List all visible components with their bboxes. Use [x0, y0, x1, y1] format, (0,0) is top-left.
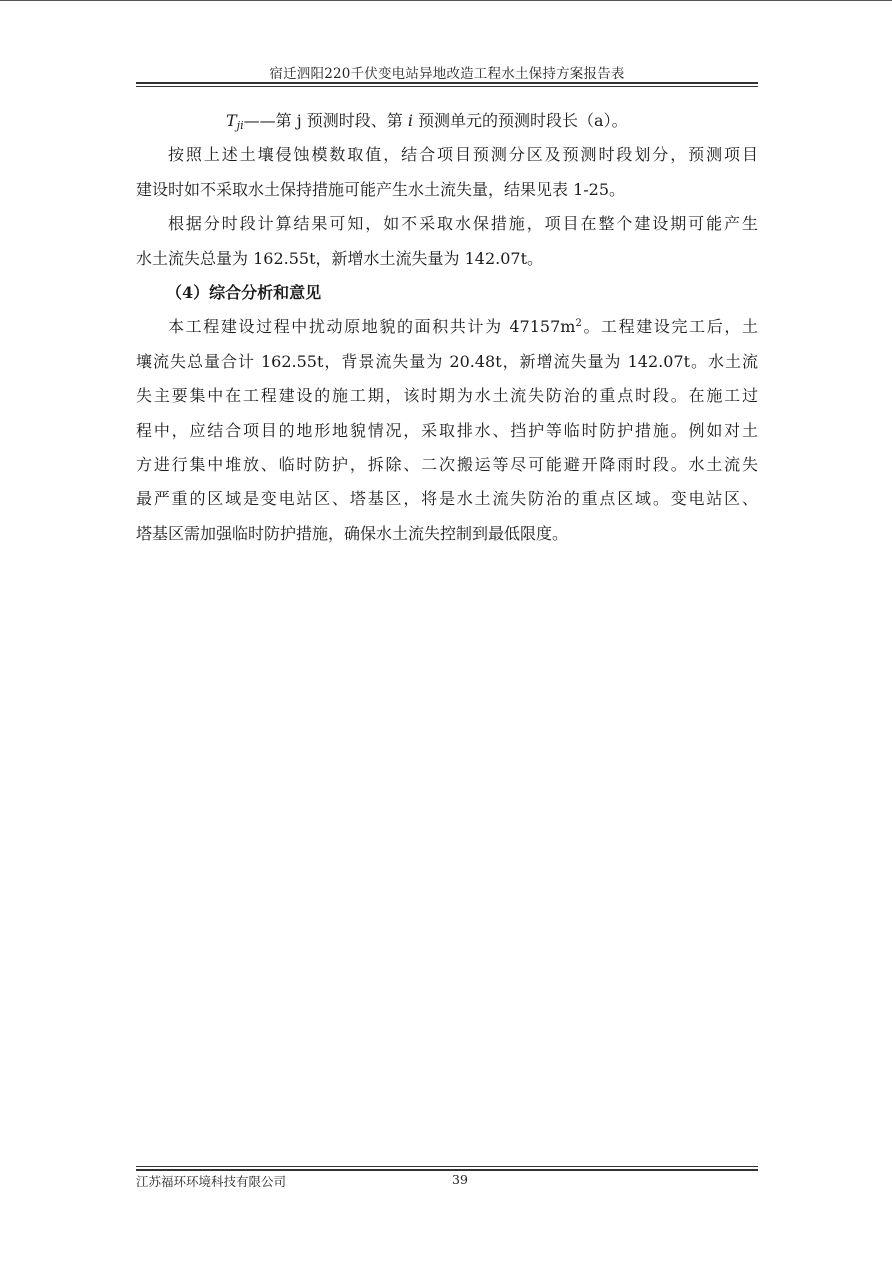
paragraph-3-line-1-text-b: 。工程建设完工后，土	[581, 317, 758, 337]
symbol-definition-line	[136, 104, 758, 138]
paragraph-1-line-2: 建设时如不采取水土保持措施可能产生水土流失量，结果见表 1-25。	[136, 179, 626, 199]
definition-text-a: ——第 j 预测时段、第	[243, 111, 408, 130]
paragraph-3-line-1	[136, 310, 758, 344]
header-rule-thick	[136, 82, 758, 84]
footer-company-name: 江苏福环环境科技有限公司	[136, 1174, 287, 1189]
symbol-t-ji: $T_{ji}$	[226, 111, 244, 132]
paragraph-2-line-2: 水土流失总量为 162.55t，新增水土流失量为 142.07t。	[136, 248, 544, 268]
paragraph-2-line-1: 根据分时段计算结果可知，如不采取水保措施，项目在整个建设期可能产生	[168, 214, 758, 234]
variable-i: i	[407, 111, 413, 130]
area-unit-superscript: 2	[575, 318, 582, 330]
paragraph-3-line-4: 程中，应结合项目的地形地貌情况，采取排水、挡护等临时防护措施。例如对土	[136, 420, 758, 440]
running-header-title: 宿迁泗阳220千伏变电站异地改造工程水土保持方案报告表	[269, 66, 625, 82]
paragraph-3-line-2: 壤流失总量合计 162.55t，背景流失量为 20.48t，新增流失量为 142.07t。水土流	[136, 351, 758, 371]
footer-rule-thin	[136, 1166, 758, 1167]
paragraph-3-line-5: 方进行集中堆放、临时防护，拆除、二次搬运等尽可能避开降雨时段。水土流失	[136, 454, 758, 474]
section-subheading: （4）综合分析和意见	[166, 282, 322, 302]
paragraph-1-line-1: 按照上述土壤侵蚀模数取值，结合项目预测分区及预测时段划分，预测项目	[168, 145, 758, 165]
page-body	[136, 104, 758, 551]
paragraph-3-line-1-text-a: 本工程建设过程中扰动原地貌的面积共计为 47157m	[168, 317, 576, 337]
paragraph-3-line-3: 失主要集中在工程建设的施工期，该时期为水土流失防治的重点时段。在施工过	[136, 386, 758, 406]
footer-rule-thick	[136, 1169, 758, 1171]
header-rule-thin	[136, 86, 758, 87]
definition-text-b: 预测单元的预测时段长（a）。	[412, 111, 628, 130]
page-top-edge	[0, 0, 892, 1]
page-number: 39	[452, 1172, 468, 1187]
paragraph-3-line-6: 最严重的区域是变电站区、塔基区，将是水土流失防治的重点区域。变电站区、	[136, 489, 758, 509]
paragraph-3-line-7: 塔基区需加强临时防护措施，确保水土流失控制到最低限度。	[136, 523, 569, 543]
